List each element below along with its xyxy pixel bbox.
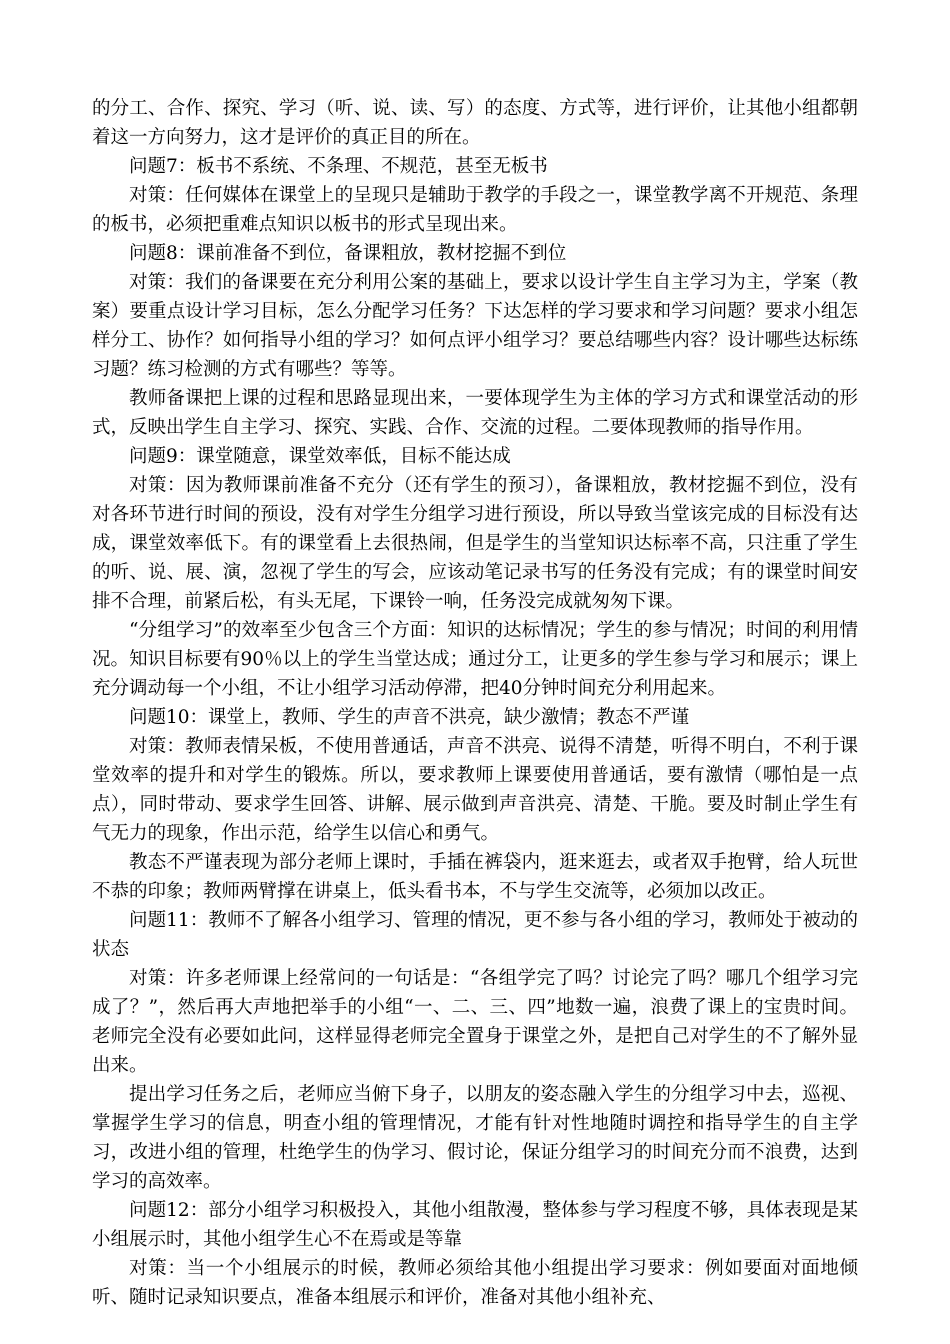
problem-7-heading: 问题7：板书不系统、不条理、不规范，甚至无板书 <box>129 156 548 177</box>
solution-8-paragraph: 对策：我们的备课要在充分利用公案的基础上，要求以设计学生自主学习为主，学案（教案）要重点设计学习目标，怎么分配学习任务？下达怎样的学习要求和学习问题？要求小组怎样分工、协作？如何指导小组的学习？如何点评小组学习？要总结哪些内容？设计哪些达标练习题？练习检测的方式有哪些？等等。 <box>92 272 858 380</box>
task-guidance-paragraph: 提出学习任务之后，老师应当俯下身子，以朋友的姿态融入学生的分组学习中去，巡视、掌握学生学习的信息，明查小组的管理情况，才能有针对性地随时调控和指导学生的自主学习，改进小组的管理，杜绝学生的伪学习、假讨论，保证分组学习的时间充分而不浪费，达到学习的高效率。 <box>92 1084 858 1192</box>
document-body <box>92 94 858 1312</box>
problem-11-heading: 问题11：教师不了解各小组学习、管理的情况，更不参与各小组的学习，教师处于被动的状态 <box>92 910 858 960</box>
problem-12-heading: 问题12：部分小组学习积极投入，其他小组散漫，整体参与学习程度不够，具体表现是某小组展示时，其他小组学生心不在焉或是等靠 <box>92 1200 858 1250</box>
solution-12-paragraph: 对策：当一个小组展示的时候，教师必须给其他小组提出学习要求：例如要面对面地倾听、随时记录知识要点，准备本组展示和评价，准备对其他小组补充、 <box>92 1258 858 1308</box>
paragraph-continuation: 的分工、合作、探究、学习（听、说、读、写）的态度、方式等，进行评价，让其他小组都朝着这一方向努力，这才是评价的真正目的所在。 <box>92 98 858 148</box>
solution-7-paragraph: 对策：任何媒体在课堂上的呈现只是辅助于教学的手段之一，课堂教学离不开规范、条理的板书，必须把重难点知识以板书的形式呈现出来。 <box>92 185 858 235</box>
solution-9-paragraph: 对策：因为教师课前准备不充分（还有学生的预习），备课粗放，教材挖掘不到位，没有对各环节进行时间的预设，没有对学生分组学习进行预设，所以导致当堂该完成的目标没有达成，课堂效率低下。有的课堂看上去很热闹，但是学生的当堂知识达标率不高，只注重了学生的听、说、展、演，忽视了学生的写会，应该动笔记录书写的任务没有完成；有的课堂时间安排不合理，前紧后松，有头无尾，下课铃一响，任务没完成就匆匆下课。 <box>92 475 858 612</box>
problem-10-heading: 问题10：课堂上，教师、学生的声音不洪亮，缺少激情；教态不严谨 <box>129 707 690 728</box>
problem-8-heading: 问题8：课前准备不到位，备课粗放，教材挖掘不到位 <box>129 243 567 264</box>
solution-11-paragraph: 对策：许多老师课上经常问的一句话是：“各组学完了吗？讨论完了吗？哪几个组学习完成了？”，然后再大声地把举手的小组“一、二、三、四”地数一遍，浪费了课上的宝贵时间。老师完全没有必要如此问，这样显得老师完全置身于课堂之外，是把自己对学生的不了解外显出来。 <box>92 968 858 1076</box>
teaching-manner-paragraph: 教态不严谨表现为部分老师上课时，手插在裤袋内，逛来逛去，或者双手抱臂，给人玩世不恭的印象；教师两臂撑在讲桌上，低头看书本，不与学生交流等，必须加以改正。 <box>92 852 858 902</box>
problem-9-heading: 问题9：课堂随意，课堂效率低，目标不能达成 <box>129 446 511 467</box>
group-study-efficiency-paragraph: “分组学习”的效率至少包含三个方面：知识的达标情况；学生的参与情况；时间的利用情况。知识目标要有90％以上的学生当堂达成；通过分工，让更多的学生参与学习和展示；课上充分调动每一个小组，不让小组学习活动停滞，把40分钟时间充分利用起来。 <box>92 620 858 699</box>
lesson-prep-paragraph: 教师备课把上课的过程和思路显现出来，一要体现学生为主体的学习方式和课堂活动的形式，反映出学生自主学习、探究、实践、合作、交流的过程。二要体现教师的指导作用。 <box>92 388 858 438</box>
solution-10-paragraph: 对策：教师表情呆板，不使用普通话，声音不洪亮、说得不清楚，听得不明白，不利于课堂效率的提升和对学生的锻炼。所以，要求教师上课要使用普通话，要有激情（哪怕是一点点），同时带动、要求学生回答、讲解、展示做到声音洪亮、清楚、干脆。要及时制止学生有气无力的现象，作出示范，给学生以信心和勇气。 <box>92 736 858 844</box>
